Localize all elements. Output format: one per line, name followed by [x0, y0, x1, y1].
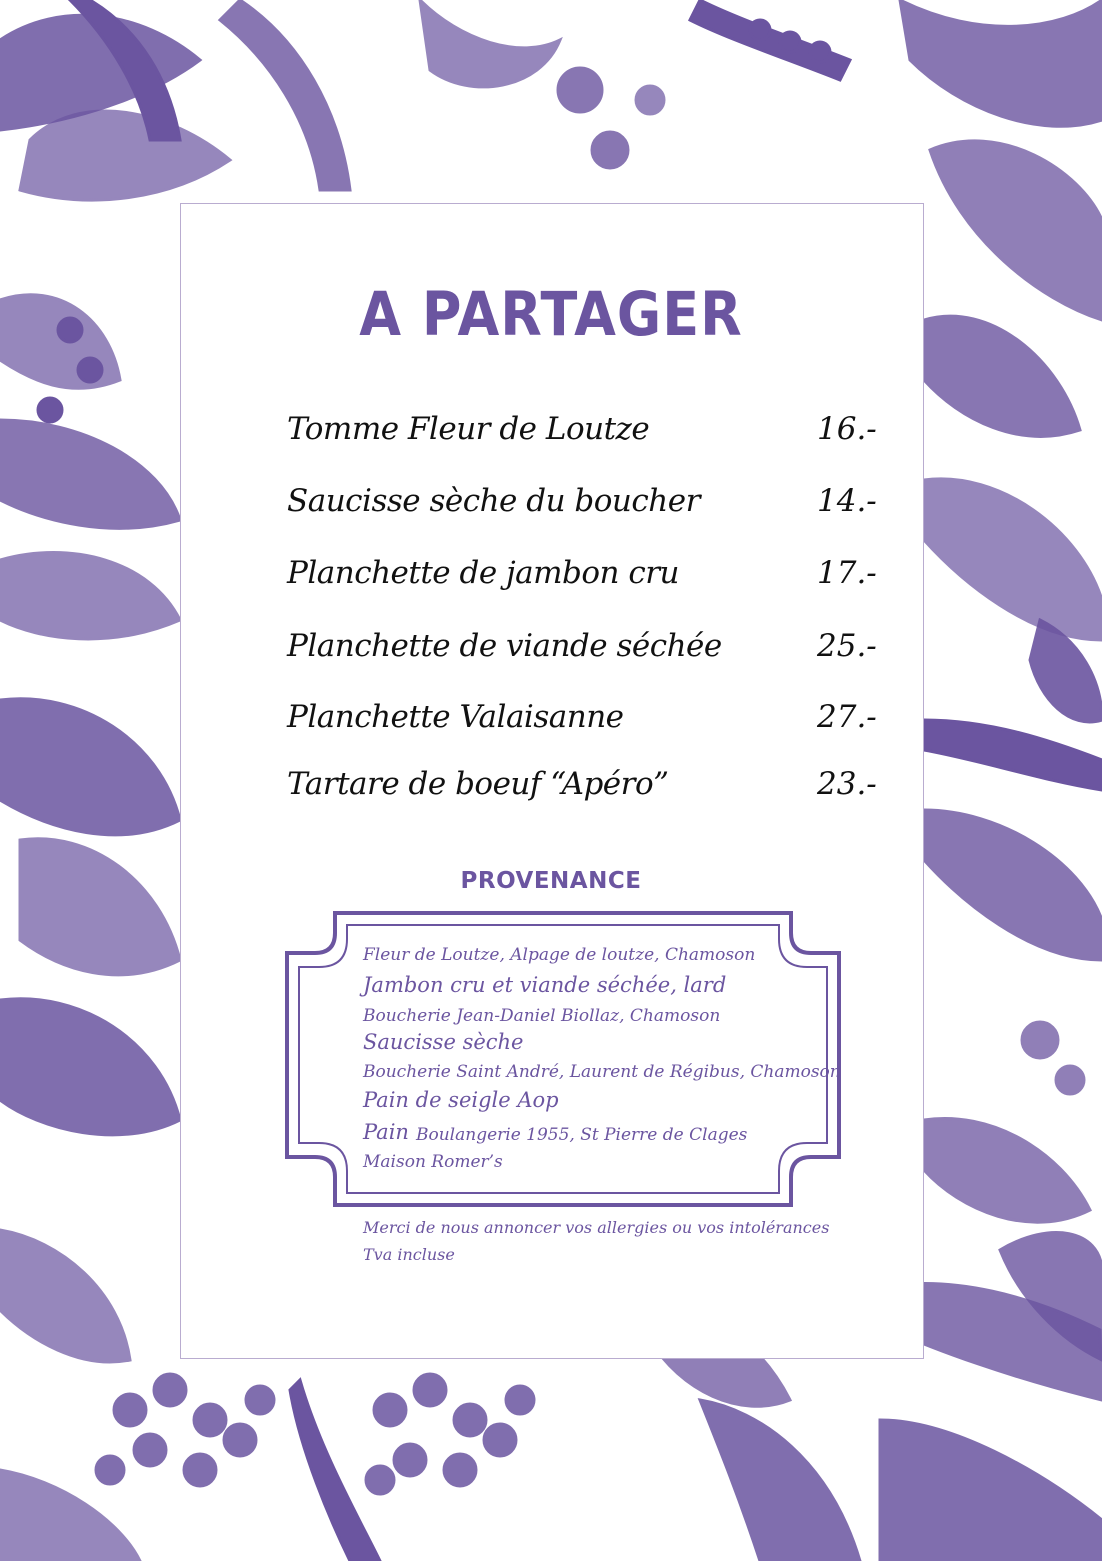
provenance-title: PROVENANCE [460, 868, 642, 894]
menu-item-price: 16.- [817, 411, 877, 447]
menu-item [287, 699, 887, 749]
menu-item [287, 766, 887, 816]
provenance-line: Saucisse sèche [363, 1030, 524, 1054]
provenance-line: Boucherie Saint André, Laurent de Régibus, Chamoson [363, 1062, 841, 1082]
provenance-line: Jambon cru et viande séchée, lard [363, 973, 727, 997]
menu-item-name: Planchette de jambon cru [287, 555, 680, 591]
menu-item-name: Planchette de viande séchée [287, 628, 722, 664]
menu-item-price: 25.- [817, 628, 877, 664]
allergy-note: Merci de nous annoncer vos allergies ou vos intolérances [363, 1218, 830, 1237]
menu-item-name: Tartare de boeuf “Apéro” [287, 766, 669, 802]
menu-item [287, 628, 887, 678]
menu-item-price: 23.- [817, 766, 877, 802]
menu-item [287, 411, 887, 461]
vat-note: Tva incluse [363, 1245, 455, 1264]
menu-item-name: Tomme Fleur de Loutze [287, 411, 650, 447]
menu-item-name: Planchette Valaisanne [287, 699, 624, 735]
provenance-line: Boucherie Jean-Daniel Biollaz, Chamoson [363, 1006, 721, 1026]
menu-item-price: 17.- [817, 555, 877, 591]
provenance-line: Boulangerie 1955, St Pierre de Clages [416, 1125, 748, 1145]
menu-item-name: Saucisse sèche du boucher [287, 483, 700, 519]
page-title-wrapper [0, 279, 1102, 350]
provenance-line: Pain [363, 1120, 409, 1144]
menu-item-price: 14.- [817, 483, 877, 519]
provenance-line: Pain de seigle Aop [363, 1088, 559, 1112]
menu-item-price: 27.- [817, 699, 877, 735]
provenance-line: Fleur de Loutze, Alpage de loutze, Chamoson [363, 945, 756, 965]
page-title: A PARTAGER [359, 279, 743, 350]
provenance-line: Maison Romer’s [363, 1152, 503, 1172]
menu-item [287, 483, 887, 533]
menu-item [287, 555, 887, 605]
